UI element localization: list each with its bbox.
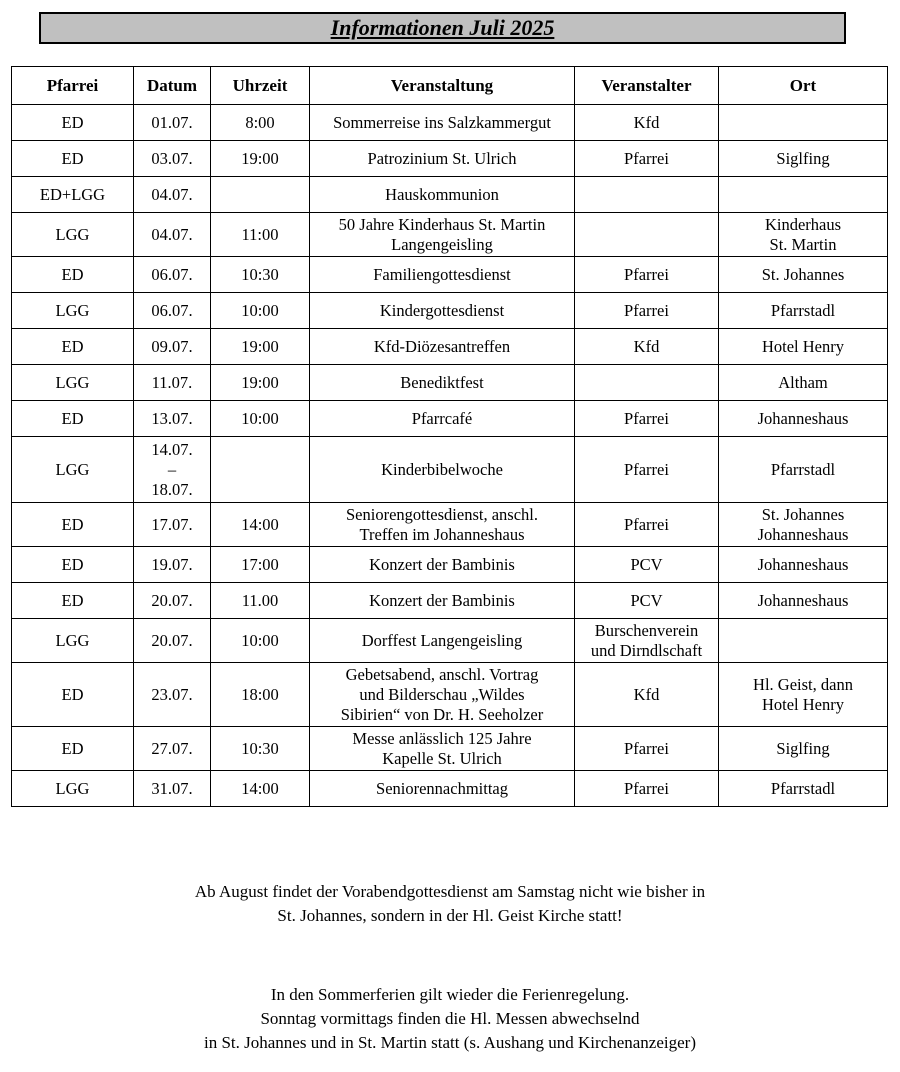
cell-veranstalter bbox=[575, 213, 719, 257]
table-row bbox=[12, 177, 888, 213]
page-title: Informationen Juli 2025 bbox=[330, 15, 555, 40]
cell-veranstaltung: Kfd-Diözesantreffen bbox=[310, 329, 575, 365]
cell-datum: 04.07. bbox=[134, 213, 211, 257]
cell-veranstalter bbox=[575, 365, 719, 401]
cell-veranstaltung: Sommerreise ins Salzkammergut bbox=[310, 105, 575, 141]
cell-uhrzeit: 18:00 bbox=[211, 663, 310, 727]
cell-ort: Pfarrstadl bbox=[719, 437, 888, 503]
cell-veranstalter: Pfarrei bbox=[575, 257, 719, 293]
cell-uhrzeit: 8:00 bbox=[211, 105, 310, 141]
cell-ort: Pfarrstadl bbox=[719, 771, 888, 807]
cell-pfarrei: ED bbox=[12, 141, 134, 177]
table-row bbox=[12, 437, 888, 503]
cell-datum: 06.07. bbox=[134, 293, 211, 329]
events-table bbox=[11, 66, 888, 807]
cell-veranstalter: Pfarrei bbox=[575, 771, 719, 807]
cell-ort: St. Johannes bbox=[719, 257, 888, 293]
cell-datum: 11.07. bbox=[134, 365, 211, 401]
table-row bbox=[12, 141, 888, 177]
cell-veranstaltung: Messe anlässlich 125 Jahre Kapelle St. Ulrich bbox=[310, 727, 575, 771]
cell-veranstaltung: Patrozinium St. Ulrich bbox=[310, 141, 575, 177]
cell-datum: 06.07. bbox=[134, 257, 211, 293]
table-row bbox=[12, 401, 888, 437]
cell-datum: 01.07. bbox=[134, 105, 211, 141]
cell-ort: Johanneshaus bbox=[719, 583, 888, 619]
cell-uhrzeit bbox=[211, 177, 310, 213]
table-row bbox=[12, 257, 888, 293]
cell-pfarrei: LGG bbox=[12, 437, 134, 503]
cell-uhrzeit: 11.00 bbox=[211, 583, 310, 619]
cell-uhrzeit bbox=[211, 437, 310, 503]
header-ort: Ort bbox=[719, 67, 888, 105]
cell-uhrzeit: 14:00 bbox=[211, 503, 310, 547]
cell-veranstalter: Kfd bbox=[575, 329, 719, 365]
cell-ort: Kinderhaus St. Martin bbox=[719, 213, 888, 257]
cell-ort: Altham bbox=[719, 365, 888, 401]
cell-datum: 31.07. bbox=[134, 771, 211, 807]
cell-pfarrei: ED bbox=[12, 727, 134, 771]
cell-veranstaltung: Seniorennachmittag bbox=[310, 771, 575, 807]
cell-veranstalter: Pfarrei bbox=[575, 437, 719, 503]
cell-veranstaltung: Benediktfest bbox=[310, 365, 575, 401]
table-row bbox=[12, 503, 888, 547]
cell-pfarrei: ED bbox=[12, 401, 134, 437]
table-row bbox=[12, 365, 888, 401]
cell-veranstaltung: Pfarrcafé bbox=[310, 401, 575, 437]
cell-ort: Johanneshaus bbox=[719, 547, 888, 583]
cell-veranstalter: Pfarrei bbox=[575, 727, 719, 771]
cell-uhrzeit: 17:00 bbox=[211, 547, 310, 583]
cell-pfarrei: LGG bbox=[12, 213, 134, 257]
cell-uhrzeit: 11:00 bbox=[211, 213, 310, 257]
events-table-body bbox=[12, 105, 888, 807]
cell-pfarrei: LGG bbox=[12, 619, 134, 663]
cell-veranstalter: Pfarrei bbox=[575, 401, 719, 437]
cell-pfarrei: LGG bbox=[12, 771, 134, 807]
cell-veranstaltung: Konzert der Bambinis bbox=[310, 583, 575, 619]
cell-veranstalter: Burschenverein und Dirndlschaft bbox=[575, 619, 719, 663]
header-veranstalter: Veranstalter bbox=[575, 67, 719, 105]
header-datum: Datum bbox=[134, 67, 211, 105]
cell-veranstaltung: Konzert der Bambinis bbox=[310, 547, 575, 583]
cell-uhrzeit: 19:00 bbox=[211, 365, 310, 401]
cell-veranstalter: PCV bbox=[575, 547, 719, 583]
cell-pfarrei: LGG bbox=[12, 293, 134, 329]
cell-uhrzeit: 10:00 bbox=[211, 619, 310, 663]
table-row bbox=[12, 619, 888, 663]
cell-ort: Hotel Henry bbox=[719, 329, 888, 365]
cell-datum: 04.07. bbox=[134, 177, 211, 213]
cell-veranstaltung: Gebetsabend, anschl. Vortrag und Bilderschau „Wildes Sibirien“ von Dr. H. Seeholzer bbox=[310, 663, 575, 727]
table-row bbox=[12, 213, 888, 257]
cell-datum: 20.07. bbox=[134, 583, 211, 619]
cell-pfarrei: ED bbox=[12, 329, 134, 365]
cell-uhrzeit: 14:00 bbox=[211, 771, 310, 807]
table-row bbox=[12, 727, 888, 771]
cell-uhrzeit: 10:00 bbox=[211, 293, 310, 329]
title-banner bbox=[39, 12, 846, 44]
cell-uhrzeit: 19:00 bbox=[211, 329, 310, 365]
table-row bbox=[12, 105, 888, 141]
cell-veranstalter: Pfarrei bbox=[575, 503, 719, 547]
cell-datum: 09.07. bbox=[134, 329, 211, 365]
cell-datum: 14.07. – 18.07. bbox=[134, 437, 211, 503]
cell-veranstalter bbox=[575, 177, 719, 213]
cell-pfarrei: ED bbox=[12, 503, 134, 547]
cell-uhrzeit: 10:00 bbox=[211, 401, 310, 437]
cell-veranstalter: Kfd bbox=[575, 105, 719, 141]
cell-veranstalter: Pfarrei bbox=[575, 293, 719, 329]
cell-ort: Siglfing bbox=[719, 141, 888, 177]
cell-ort bbox=[719, 177, 888, 213]
header-uhrzeit: Uhrzeit bbox=[211, 67, 310, 105]
cell-veranstaltung: Dorffest Langengeisling bbox=[310, 619, 575, 663]
table-row bbox=[12, 583, 888, 619]
cell-veranstaltung: Hauskommunion bbox=[310, 177, 575, 213]
cell-pfarrei: ED bbox=[12, 583, 134, 619]
note-vorabendgottesdienst: Ab August findet der Vorabendgottesdienst am Samstag nicht wie bisher in St. Johannes, sondern in der Hl. Geist Kirche statt! bbox=[194, 882, 706, 925]
table-row bbox=[12, 547, 888, 583]
cell-veranstaltung: Kindergottesdienst bbox=[310, 293, 575, 329]
cell-ort: Siglfing bbox=[719, 727, 888, 771]
cell-pfarrei: ED+LGG bbox=[12, 177, 134, 213]
cell-pfarrei: ED bbox=[12, 547, 134, 583]
cell-ort: Hl. Geist, dann Hotel Henry bbox=[719, 663, 888, 727]
cell-veranstaltung: Familiengottesdienst bbox=[310, 257, 575, 293]
cell-uhrzeit: 10:30 bbox=[211, 727, 310, 771]
cell-datum: 23.07. bbox=[134, 663, 211, 727]
cell-veranstaltung: Kinderbibelwoche bbox=[310, 437, 575, 503]
table-header-row bbox=[12, 67, 888, 105]
cell-uhrzeit: 10:30 bbox=[211, 257, 310, 293]
table-row bbox=[12, 329, 888, 365]
cell-datum: 27.07. bbox=[134, 727, 211, 771]
cell-datum: 20.07. bbox=[134, 619, 211, 663]
cell-datum: 19.07. bbox=[134, 547, 211, 583]
header-pfarrei: Pfarrei bbox=[12, 67, 134, 105]
cell-veranstalter: Pfarrei bbox=[575, 141, 719, 177]
cell-datum: 13.07. bbox=[134, 401, 211, 437]
cell-veranstalter: Kfd bbox=[575, 663, 719, 727]
cell-uhrzeit: 19:00 bbox=[211, 141, 310, 177]
cell-ort: Pfarrstadl bbox=[719, 293, 888, 329]
cell-veranstaltung: Seniorengottesdienst, anschl. Treffen im Johanneshaus bbox=[310, 503, 575, 547]
cell-ort bbox=[719, 619, 888, 663]
cell-veranstaltung: 50 Jahre Kinderhaus St. Martin Langengeisling bbox=[310, 213, 575, 257]
table-row bbox=[12, 663, 888, 727]
cell-pfarrei: ED bbox=[12, 257, 134, 293]
cell-ort bbox=[719, 105, 888, 141]
cell-ort: Johanneshaus bbox=[719, 401, 888, 437]
cell-pfarrei: ED bbox=[12, 663, 134, 727]
cell-datum: 17.07. bbox=[134, 503, 211, 547]
table-row bbox=[12, 771, 888, 807]
cell-datum: 03.07. bbox=[134, 141, 211, 177]
note-ferienregelung: In den Sommerferien gilt wieder die Ferienregelung. Sonntag vormittags finden die Hl. Messen abwechselnd in St. Johannes und in St. Martin statt (s. Aushang und Kirchenanzeiger) bbox=[204, 985, 696, 1052]
cell-ort: St. Johannes Johanneshaus bbox=[719, 503, 888, 547]
header-veranstaltung: Veranstaltung bbox=[310, 67, 575, 105]
table-row bbox=[12, 293, 888, 329]
cell-veranstalter: PCV bbox=[575, 583, 719, 619]
cell-pfarrei: ED bbox=[12, 105, 134, 141]
cell-pfarrei: LGG bbox=[12, 365, 134, 401]
